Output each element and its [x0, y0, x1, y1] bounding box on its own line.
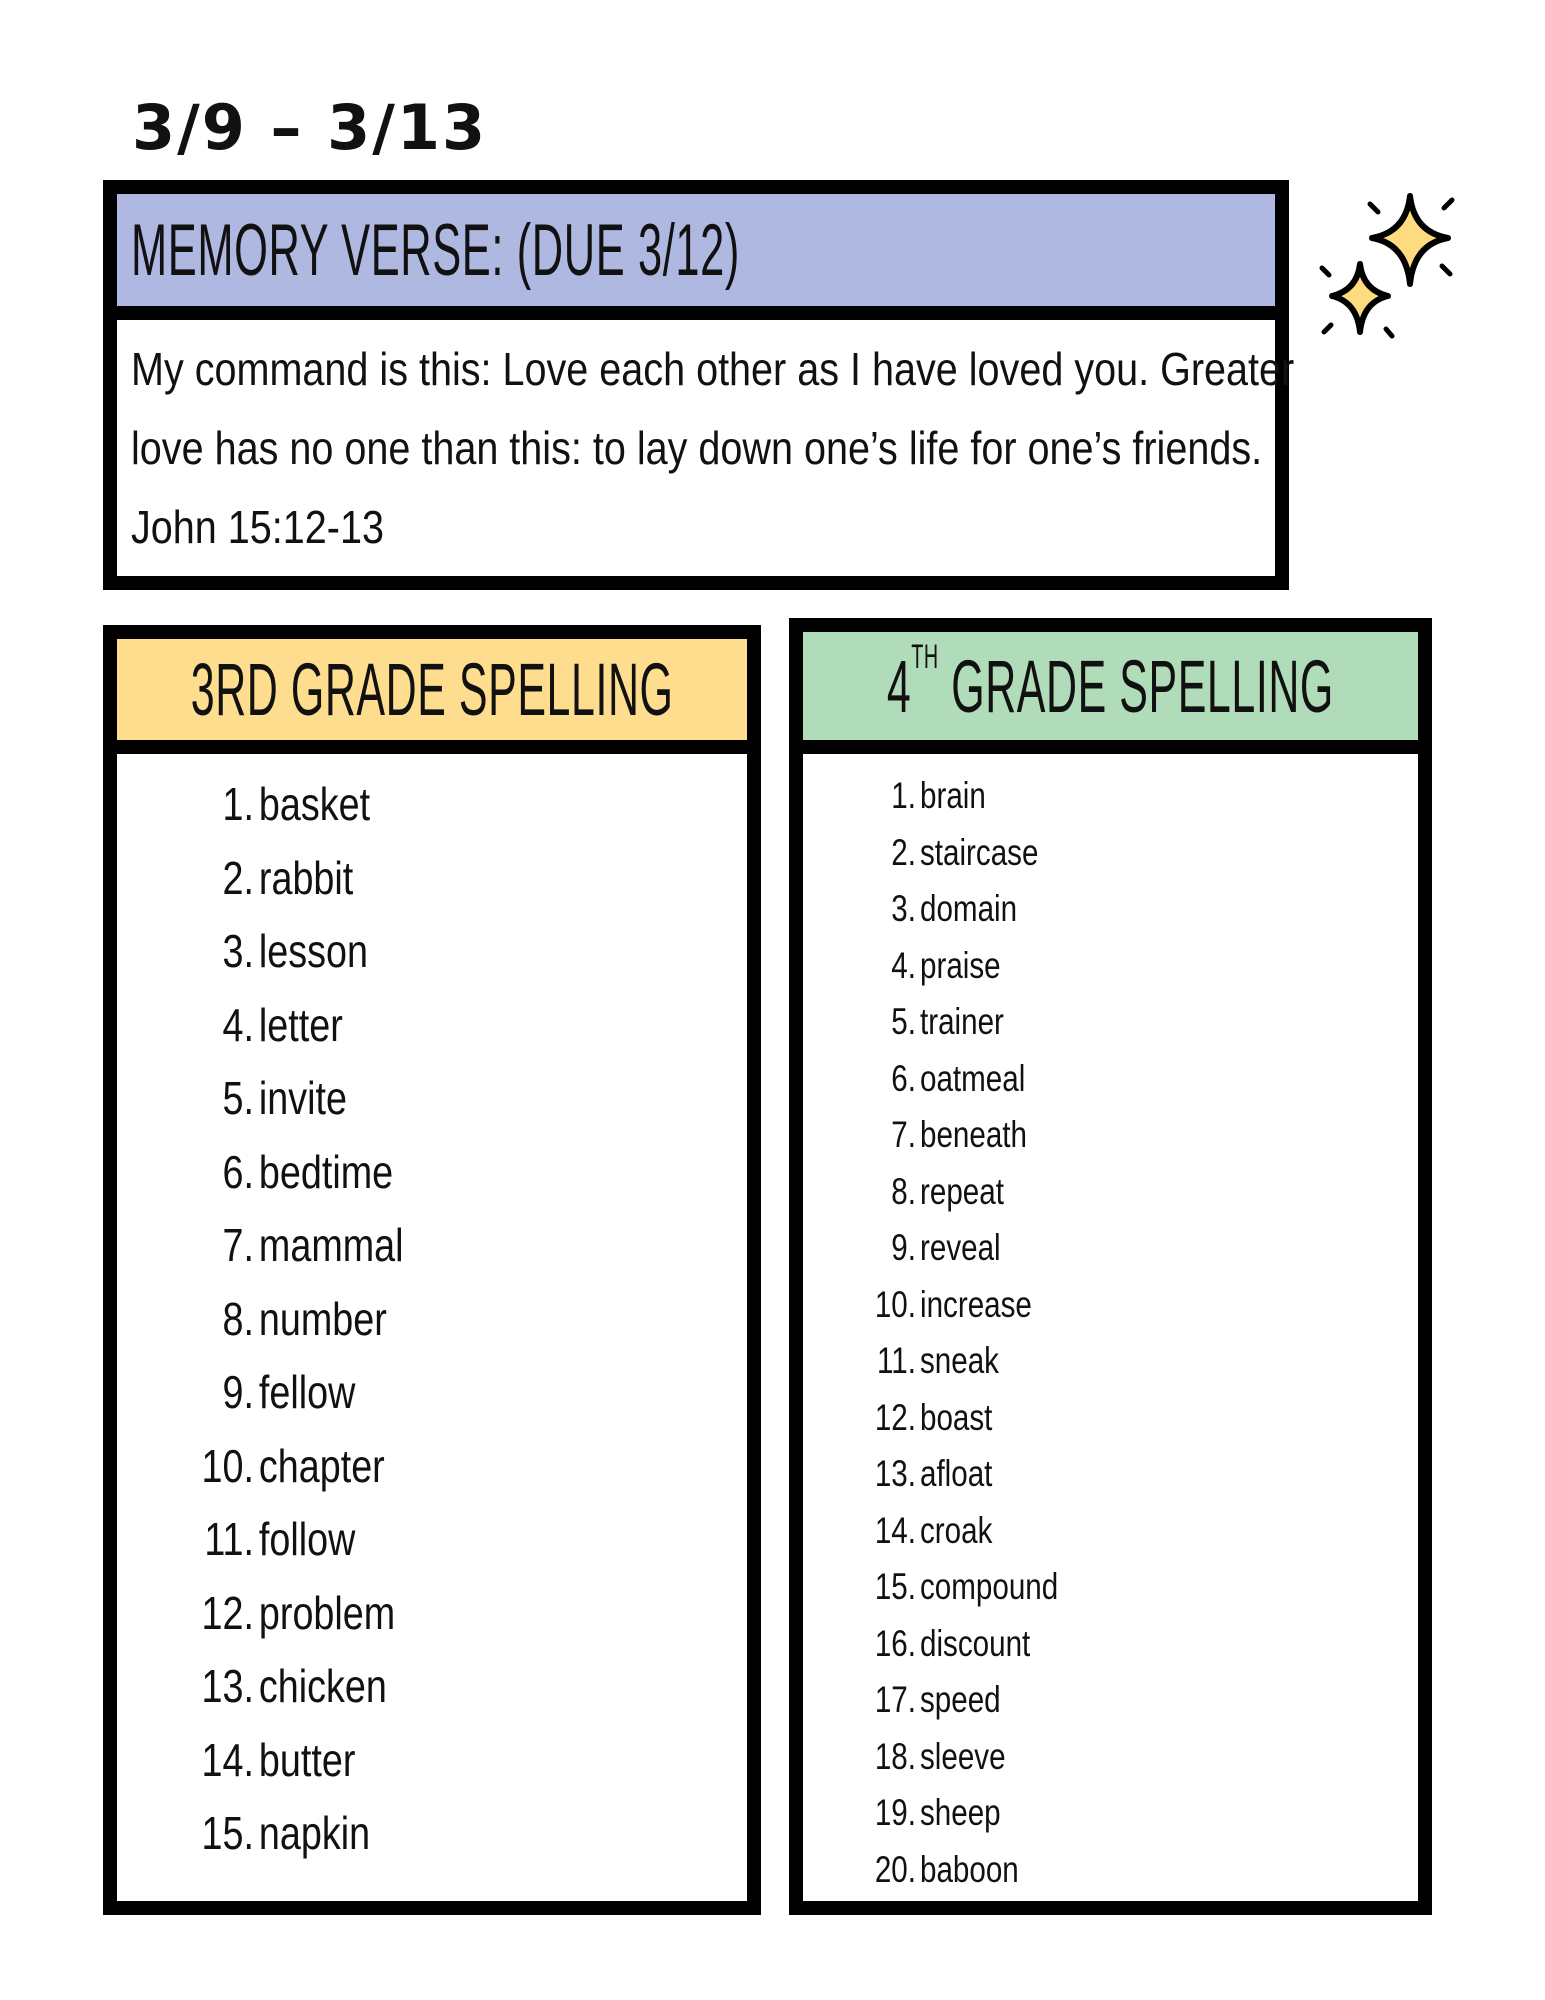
list-item	[117, 1724, 747, 1798]
word-number: 9.	[222, 1366, 254, 1418]
list-item	[803, 1333, 1418, 1390]
list-item	[117, 1430, 747, 1504]
list-item	[803, 1446, 1418, 1503]
word-number: 20.	[874, 1848, 916, 1890]
spelling-word: bedtime	[258, 1145, 394, 1198]
spelling-word: compound	[920, 1566, 1059, 1607]
spelling-word: brain	[920, 775, 986, 816]
word-number: 6.	[891, 1057, 916, 1099]
spelling-word: invite	[258, 1072, 347, 1124]
word-number: 17.	[874, 1679, 916, 1720]
list-item	[117, 989, 747, 1063]
list-item	[803, 1729, 1418, 1786]
spelling-word: basket	[258, 778, 371, 830]
word-number: 5.	[891, 1001, 916, 1042]
grade4-heading-number: 4	[886, 644, 912, 728]
list-item	[803, 1220, 1418, 1277]
list-item	[117, 768, 747, 842]
grade4-spelling-heading	[886, 637, 1335, 729]
spelling-word: chapter	[258, 1439, 385, 1492]
word-number: 4.	[891, 944, 916, 986]
spelling-word: trainer	[920, 1001, 1004, 1042]
list-item	[117, 1503, 747, 1577]
date-range-title: 3/9 – 3/13	[132, 91, 488, 164]
word-number: 10.	[874, 1283, 916, 1325]
word-number: 14.	[874, 1509, 916, 1551]
spelling-word: sleeve	[920, 1735, 1006, 1777]
memory-verse-header	[117, 194, 1275, 320]
memory-verse-box	[103, 180, 1295, 590]
spelling-word: praise	[920, 944, 1001, 986]
word-number: 10.	[201, 1439, 254, 1492]
word-number: 15.	[201, 1807, 254, 1859]
word-number: 11.	[204, 1513, 254, 1565]
spelling-word: staircase	[920, 831, 1039, 873]
list-item	[803, 1559, 1418, 1616]
spelling-word: domain	[920, 888, 1018, 929]
word-number: 16.	[874, 1622, 916, 1664]
word-number: 2.	[891, 831, 916, 873]
list-item	[803, 768, 1418, 825]
list-item	[117, 1062, 747, 1136]
word-number: 12.	[201, 1586, 254, 1639]
word-number: 13.	[201, 1660, 254, 1712]
list-item	[803, 1277, 1418, 1334]
spelling-word: reveal	[920, 1227, 1001, 1268]
word-number: 7.	[891, 1114, 916, 1155]
list-item	[803, 1503, 1418, 1560]
list-item	[803, 1672, 1418, 1729]
word-number: 6.	[222, 1145, 254, 1198]
word-number: 4.	[222, 998, 254, 1051]
spelling-word: beneath	[920, 1114, 1027, 1155]
word-number: 8.	[891, 1170, 916, 1212]
spelling-word: chicken	[258, 1660, 387, 1712]
word-number: 12.	[874, 1396, 916, 1438]
spelling-word: mammal	[258, 1219, 404, 1271]
spelling-word: croak	[920, 1509, 993, 1551]
list-item	[803, 1164, 1418, 1221]
spelling-word: fellow	[258, 1366, 356, 1418]
word-number: 8.	[222, 1292, 254, 1345]
memory-verse-text	[117, 320, 1295, 567]
spelling-word: baboon	[920, 1848, 1019, 1890]
word-number: 11.	[877, 1340, 916, 1381]
spelling-word: boast	[920, 1396, 993, 1438]
list-item	[117, 1209, 747, 1283]
spelling-word: repeat	[920, 1170, 1004, 1212]
grade3-word-list	[117, 754, 747, 1871]
spelling-word: discount	[920, 1622, 1031, 1664]
spelling-word: letter	[258, 998, 343, 1051]
word-number: 1.	[891, 775, 916, 816]
grade4-heading-suffix: TH	[911, 637, 939, 676]
list-item	[803, 1785, 1418, 1842]
spelling-word: increase	[920, 1283, 1032, 1325]
sparkles-icon	[1302, 186, 1472, 356]
list-item	[117, 1650, 747, 1724]
list-item	[117, 842, 747, 916]
list-item	[803, 938, 1418, 995]
spelling-word: rabbit	[258, 851, 354, 904]
list-item	[803, 994, 1418, 1051]
word-number: 13.	[874, 1453, 916, 1494]
word-number: 2.	[222, 851, 254, 904]
grade4-word-list	[803, 754, 1418, 1898]
word-number: 9.	[891, 1227, 916, 1268]
spelling-word: sheep	[920, 1792, 1001, 1833]
list-item	[117, 1577, 747, 1651]
spelling-word: sneak	[920, 1340, 999, 1381]
verse-line: My command is this: Love each other as I have loved you. Greater	[131, 343, 1295, 395]
word-number: 3.	[222, 925, 254, 977]
word-number: 5.	[222, 1072, 254, 1124]
memory-verse-heading: MEMORY VERSE: (DUE 3/12)	[131, 209, 740, 291]
word-number: 19.	[874, 1792, 916, 1833]
word-number: 3.	[891, 888, 916, 929]
list-item	[117, 1136, 747, 1210]
grade3-spelling-box	[103, 625, 761, 1915]
list-item	[117, 1797, 747, 1871]
spelling-word: number	[258, 1292, 387, 1345]
word-number: 18.	[874, 1735, 916, 1777]
list-item	[117, 1356, 747, 1430]
word-number: 1.	[222, 778, 254, 830]
spelling-word: problem	[258, 1586, 396, 1639]
grade4-spelling-header	[803, 632, 1418, 754]
spelling-word: butter	[258, 1733, 356, 1786]
list-item	[803, 1616, 1418, 1673]
grade4-heading-rest: GRADE SPELLING	[951, 644, 1335, 728]
list-item	[803, 1051, 1418, 1108]
list-item	[117, 915, 747, 989]
spelling-word: lesson	[258, 925, 368, 977]
grade4-spelling-box	[789, 618, 1432, 1915]
word-number: 7.	[222, 1219, 254, 1271]
grade3-spelling-heading: 3RD GRADE SPELLING	[190, 648, 674, 731]
spelling-word: oatmeal	[920, 1057, 1026, 1099]
word-number: 14.	[201, 1733, 254, 1786]
list-item	[803, 881, 1418, 938]
list-item	[803, 1390, 1418, 1447]
spelling-word: follow	[258, 1513, 356, 1565]
list-item	[117, 1283, 747, 1357]
list-item	[803, 1842, 1418, 1899]
spelling-word: napkin	[258, 1807, 371, 1859]
list-item	[803, 825, 1418, 882]
grade3-spelling-header	[117, 639, 747, 754]
verse-line: love has no one than this: to lay down one’s life for one’s friends.	[131, 422, 1263, 474]
verse-reference: John 15:12-13	[131, 501, 384, 553]
word-number: 15.	[874, 1566, 916, 1607]
list-item	[803, 1107, 1418, 1164]
spelling-word: afloat	[920, 1453, 993, 1494]
spelling-word: speed	[920, 1679, 1001, 1720]
